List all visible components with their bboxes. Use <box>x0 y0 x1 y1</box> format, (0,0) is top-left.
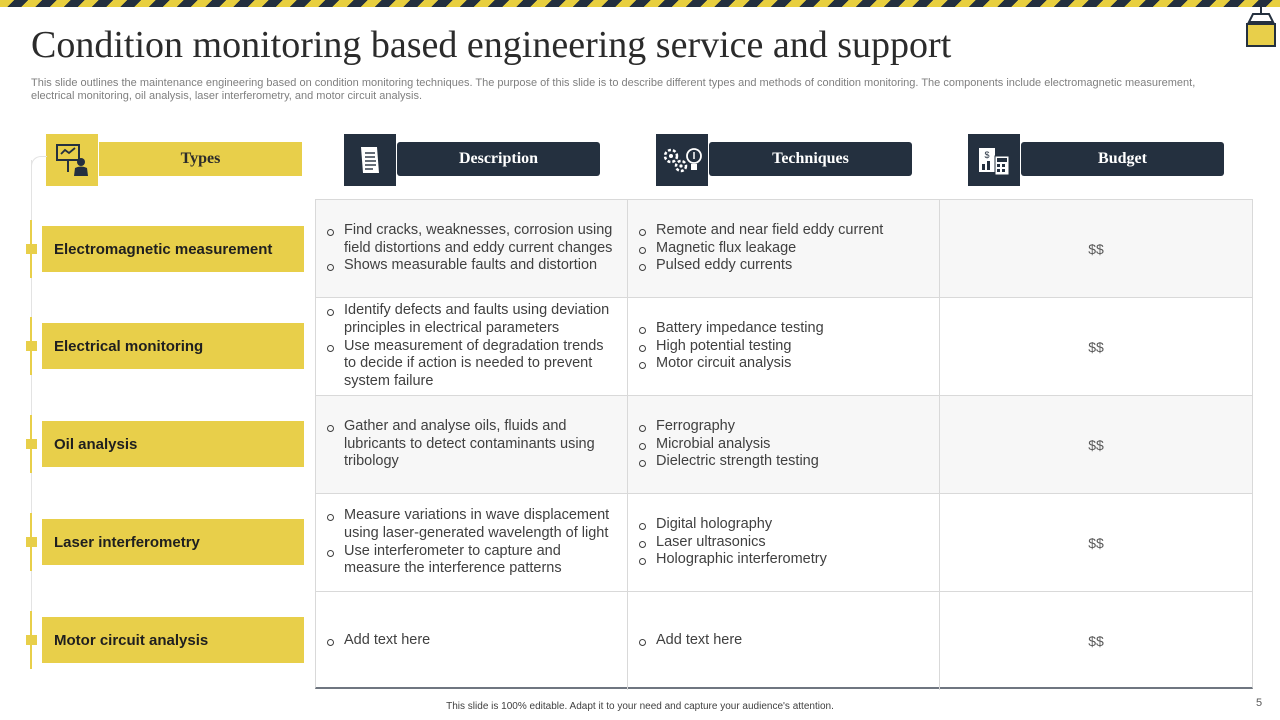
budget-cell: $$ <box>1088 633 1104 649</box>
timeline-dot <box>26 439 37 449</box>
technique-bullet: Dielectric strength testing <box>638 453 819 471</box>
description-bullet: Find cracks, weaknesses, corrosion using field distortions and eddy current changes <box>326 222 619 258</box>
presenter-board-icon <box>46 134 98 186</box>
description-cell <box>316 494 628 591</box>
budget-cell: $$ <box>1088 534 1104 551</box>
type-row <box>26 226 306 272</box>
description-bullet: Use measurement of degradation trends to decide if action is needed to prevent system failure <box>326 338 619 391</box>
technique-bullet: Add text here <box>638 632 742 650</box>
technique-bullet: Magnetic flux leakage <box>638 240 883 258</box>
type-row <box>26 421 306 467</box>
table-row <box>316 200 1252 298</box>
description-bullet: Gather and analyse oils, fluids and lubricants to detect contaminants using tribology <box>326 418 619 471</box>
header-techniques: Techniques <box>709 142 912 176</box>
technique-bullet: Microbial analysis <box>638 436 819 454</box>
techniques-cell <box>628 396 940 493</box>
techniques-cell <box>628 494 940 591</box>
timeline-dot <box>26 537 37 547</box>
techniques-cell <box>628 298 940 395</box>
technique-bullet: Battery impedance testing <box>638 320 824 338</box>
description-bullet: Identify defects and faults using deviation principles in electrical parameters <box>326 302 619 338</box>
type-row <box>26 519 306 565</box>
technique-bullet: Digital holography <box>638 516 827 534</box>
description-bullet: Add text here <box>326 632 430 650</box>
technique-bullet: Remote and near field eddy current <box>638 222 883 240</box>
type-row <box>26 617 306 663</box>
hazard-stripe <box>0 0 1280 7</box>
timeline-dot <box>26 244 37 254</box>
technique-bullet: Motor circuit analysis <box>638 355 824 373</box>
technique-bullet: Ferrography <box>638 418 819 436</box>
monitoring-table <box>315 199 1253 689</box>
type-label: Motor circuit analysis <box>42 617 304 663</box>
technique-bullet: High potential testing <box>638 338 824 356</box>
timeline-curve <box>31 156 47 174</box>
timeline-dot <box>26 635 37 645</box>
gears-bulb-icon <box>656 134 708 186</box>
type-row <box>26 323 306 369</box>
footer-note: This slide is 100% editable. Adapt it to your need and capture your audience's attention. <box>446 701 834 712</box>
description-cell <box>316 200 628 297</box>
type-label: Laser interferometry <box>42 519 304 565</box>
table-row <box>316 298 1252 396</box>
document-icon <box>344 134 396 186</box>
technique-bullet: Pulsed eddy currents <box>638 257 883 275</box>
header-description: Description <box>397 142 600 176</box>
type-label: Electromagnetic measurement <box>42 226 304 272</box>
table-row <box>316 494 1252 592</box>
type-label: Oil analysis <box>42 421 304 467</box>
type-label: Electrical monitoring <box>42 323 304 369</box>
header-types: Types <box>99 142 302 176</box>
finance-calculator-icon <box>968 134 1020 186</box>
description-bullet: Measure variations in wave displacement using laser-generated wavelength of light <box>326 507 619 543</box>
crane-hook-icon <box>1243 0 1279 50</box>
budget-cell: $$ <box>1088 240 1104 257</box>
techniques-cell <box>628 592 940 690</box>
timeline-dot <box>26 341 37 351</box>
page-title: Condition monitoring based engineering service and support <box>31 24 952 66</box>
technique-bullet: Laser ultrasonics <box>638 534 827 552</box>
page-subtitle: This slide outlines the maintenance engineering based on condition monitoring techniques. The purpose of this slide is to describe different types and methods of condition monitoring. The components include electromagnetic measurement, electrical monitoring, oil analysis, laser interferometry, and motor circuit analysis. <box>31 77 1196 102</box>
description-cell <box>316 396 628 493</box>
budget-cell: $$ <box>1088 436 1104 453</box>
header-budget: Budget <box>1021 142 1224 176</box>
budget-cell: $$ <box>1088 338 1104 355</box>
description-bullet: Use interferometer to capture and measure the interference patterns <box>326 543 619 579</box>
table-row <box>316 396 1252 494</box>
table-row <box>316 592 1252 690</box>
description-bullet: Shows measurable faults and distortion <box>326 257 619 275</box>
techniques-cell <box>628 200 940 297</box>
description-cell <box>316 298 628 395</box>
svg-text:$: $ <box>984 150 990 160</box>
technique-bullet: Holographic interferometry <box>638 551 827 569</box>
description-cell <box>316 592 628 690</box>
page-number: 5 <box>1256 697 1263 709</box>
